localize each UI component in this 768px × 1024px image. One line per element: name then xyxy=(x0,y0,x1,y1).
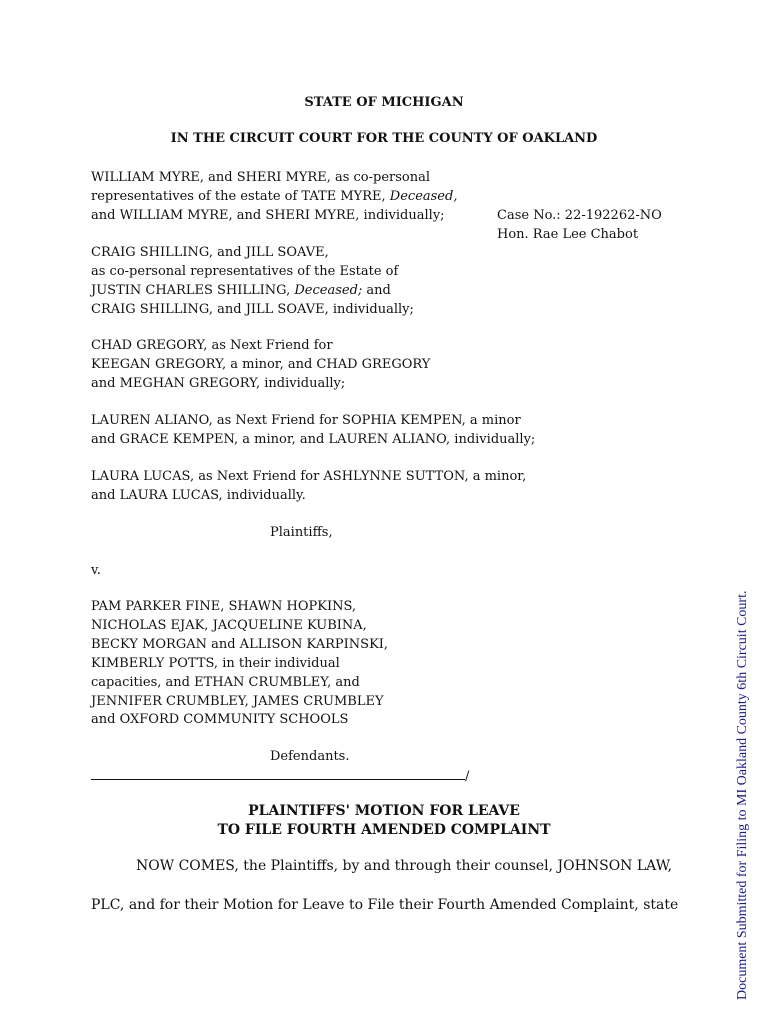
caption-divider xyxy=(91,779,465,780)
defendants-label: Defendants. xyxy=(270,749,350,764)
defendant-line: NICHOLAS EJAK, JACQUELINE KUBINA, xyxy=(91,618,367,633)
deceased-italic: Deceased; xyxy=(294,283,363,298)
judge-name: Hon. Rae Lee Chabot xyxy=(497,227,639,242)
defendant-line: JENNIFER CRUMBLEY, JAMES CRUMBLEY xyxy=(91,694,384,709)
defendant-line: and OXFORD COMMUNITY SCHOOLS xyxy=(91,712,349,727)
defendant-line: PAM PARKER FINE, SHAWN HOPKINS, xyxy=(91,599,357,614)
defendant-line: BECKY MORGAN and ALLISON KARPINSKI, xyxy=(91,637,389,652)
motion-body-line: PLC, and for their Motion for Leave to File their Fourth Amended Complaint, state xyxy=(91,897,679,913)
state-heading: STATE OF MICHIGAN xyxy=(304,95,464,110)
caption-line: LAUREN ALIANO, as Next Friend for SOPHIA KEMPEN, a minor xyxy=(91,413,521,428)
caption-line: CRAIG SHILLING, and JILL SOAVE, individually; xyxy=(91,302,414,317)
caption-line: CRAIG SHILLING, and JILL SOAVE, xyxy=(91,245,329,260)
caption-line: as co-personal representatives of the Estate of xyxy=(91,264,399,279)
filing-stamp: Document Submitted for Filing to MI Oakland County 6th Circuit Court. xyxy=(735,590,750,1000)
defendant-line: capacities, and ETHAN CRUMBLEY, and xyxy=(91,675,360,690)
caption-slash: / xyxy=(465,769,470,784)
motion-body-line: NOW COMES, the Plaintiffs, by and through their counsel, JOHNSON LAW, xyxy=(136,858,673,874)
caption-line: WILLIAM MYRE, and SHERI MYRE, as co-personal xyxy=(91,170,431,185)
caption-line: and MEGHAN GREGORY, individually; xyxy=(91,376,346,391)
caption-line: and GRACE KEMPEN, a minor, and LAUREN ALIANO, individually; xyxy=(91,432,536,447)
deceased-italic: Deceased, xyxy=(389,189,458,204)
caption-line: and LAURA LUCAS, individually. xyxy=(91,488,306,503)
caption-line: CHAD GREGORY, as Next Friend for xyxy=(91,338,333,353)
caption-line: LAURA LUCAS, as Next Friend for ASHLYNNE SUTTON, a minor, xyxy=(91,469,527,484)
case-number: Case No.: 22-192262-NO xyxy=(497,208,662,223)
caption-line: and WILLIAM MYRE, and SHERI MYRE, individually; xyxy=(91,208,445,223)
motion-title-line1: PLAINTIFFS' MOTION FOR LEAVE xyxy=(248,803,520,819)
motion-title-line2: TO FILE FOURTH AMENDED COMPLAINT xyxy=(217,822,551,838)
caption-line: representatives of the estate of TATE MYRE, Deceased, xyxy=(91,189,458,204)
caption-line: JUSTIN CHARLES SHILLING, Deceased; and xyxy=(91,283,391,298)
court-heading: IN THE CIRCUIT COURT FOR THE COUNTY OF OAKLAND xyxy=(170,131,598,146)
plaintiffs-label: Plaintiffs, xyxy=(270,525,333,540)
caption-line: KEEGAN GREGORY, a minor, and CHAD GREGORY xyxy=(91,357,431,372)
versus: v. xyxy=(91,563,101,578)
defendant-line: KIMBERLY POTTS, in their individual xyxy=(91,656,340,671)
